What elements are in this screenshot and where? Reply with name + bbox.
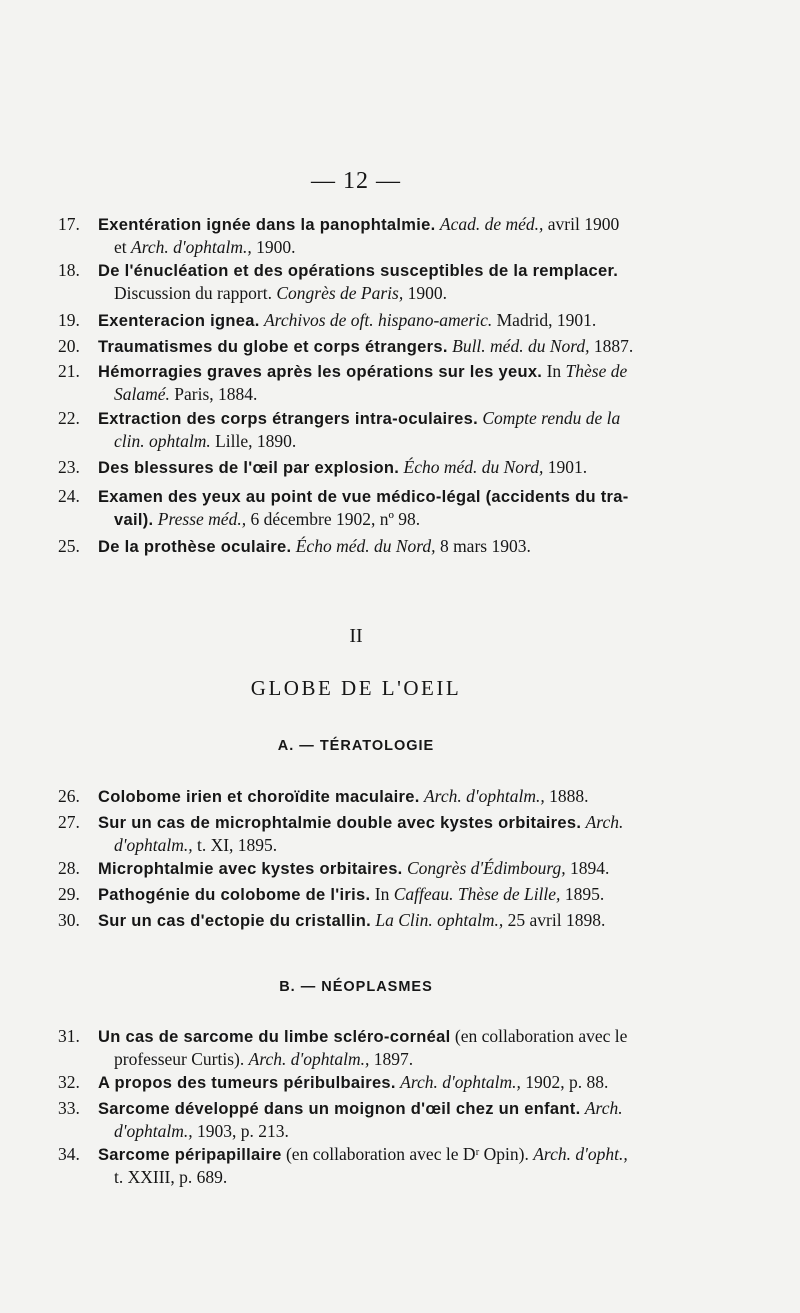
bibliography-entry [58,535,678,558]
bibliography-entry [58,909,678,932]
entry-body [98,811,678,856]
entry-body [98,909,678,932]
entry-number: 28. [58,858,80,878]
entry-body [98,883,678,906]
entry-number: 18. [58,260,80,280]
section-number: II [349,625,363,647]
entry-title: Un cas de sarcome du limbe scléro-cornéal [98,1028,451,1046]
entry-details: (en collaboration avec le Dʳ Opin). [281,1144,534,1164]
entry-body [98,335,678,358]
entry-title: Sur un cas d'ectopie du cristallin. [98,912,371,930]
entry-details: 1900. [403,283,447,303]
entry-number: 17. [58,214,80,234]
bibliography-entry [58,309,678,332]
entry-number: 19. [58,310,80,330]
entry-continuation [114,1120,678,1142]
entry-reference: d'ophtalm., [114,1121,193,1141]
bibliography-entry [58,1097,678,1142]
entry-title: Extraction des corps étrangers intra-oculaires. [98,410,478,428]
bibliography-entry [58,857,678,880]
entry-reference: Bull. méd. du Nord, [452,336,590,356]
entry-details: 1903, p. 213. [192,1121,289,1141]
entry-title: De la prothèse oculaire. [98,538,292,556]
subsection-teratologie: A. — TÉRATOLOGIE [277,738,435,754]
entry-number: 23. [58,457,80,477]
entry-details: 1895. [560,884,605,904]
entry-number: 24. [58,486,80,506]
entry-reference: Écho méd. du Nord, [403,457,544,477]
entry-title: De l'énucléation et des opérations susceptibles de la remplacer. [98,262,619,280]
entry-details: 1897. [369,1049,414,1069]
entry-reference: Arch. [584,1098,623,1118]
bibliography-entry [58,360,678,405]
entry-reference: Caffeau. Thèse de Lille, [393,884,561,904]
entry-title: A propos des tumeurs péribulbaires. [98,1074,396,1092]
entry-body [98,360,678,405]
entry-title: Colobome irien et choroïdite maculaire. [98,788,420,806]
entry-details: 1900. [251,237,296,257]
entry-title: vail). [114,511,154,529]
entry-body [98,535,678,558]
entry-reference: Arch. d'ophtalm., [248,1049,370,1069]
entry-details: t. XI, 1895. [192,835,278,855]
entry-details: avril 1900 [543,214,620,234]
entry-number: 31. [58,1026,80,1046]
entry-title: Exenteracion ignea. [98,312,260,330]
bibliography-entry [58,1071,678,1094]
entry-details: t. XXIII, p. 689. [114,1167,228,1187]
entry-reference: Congrès d'Édimbourg, [406,858,566,878]
entry-details: professeur Curtis). [114,1049,249,1069]
entry-details: 1901. [543,457,588,477]
entry-title: Exentération ignée dans la panophtalmie. [98,216,436,234]
bibliography-entry [58,1143,678,1188]
entry-body [98,1143,678,1188]
entry-number: 21. [58,361,80,381]
entry-reference: Salamé. [114,384,170,404]
entry-details: 1894. [565,858,610,878]
entry-body [98,259,678,304]
entry-number: 22. [58,408,80,428]
bibliography-entry [58,485,678,531]
entry-reference: Archivos de oft. hispano-americ. [263,310,493,330]
entry-title: Examen des yeux au point de vue médico-légal (accidents du tra- [98,488,629,506]
entry-continuation [114,1166,678,1188]
entry-title: Microphtalmie avec kystes orbitaires. [98,860,403,878]
entry-continuation [114,1048,678,1070]
entry-body [98,213,678,258]
entry-details: 25 avril 1898. [503,910,606,930]
entry-reference: Écho méd. du Nord, [295,536,436,556]
entry-title: Des blessures de l'œil par explosion. [98,459,400,477]
bibliography-entry [58,785,678,808]
entry-reference: Congrès de Paris, [276,283,404,303]
bibliography-entry [58,1025,678,1070]
entry-continuation [114,834,678,856]
entry-reference: Arch. d'opht., [533,1144,628,1164]
entry-details: Madrid, 1901. [492,310,597,330]
entry-continuation [114,236,678,258]
entry-body [98,785,678,808]
entry-details: 1887. [589,336,634,356]
entry-number: 20. [58,336,80,356]
entry-reference: d'ophtalm., [114,835,193,855]
entry-reference: Presse méd., [153,509,247,529]
bibliography-entry [58,407,678,452]
entry-reference: Arch. [585,812,624,832]
entry-number: 32. [58,1072,80,1092]
entry-body [98,857,678,880]
entry-details: et [114,237,132,257]
entry-body [98,309,678,332]
entry-title: Sarcome péripapillaire [98,1146,282,1164]
entry-body [98,1097,678,1142]
entry-title: Sarcome développé dans un moignon d'œil chez un enfant. [98,1100,581,1118]
bibliography-entry [58,456,678,479]
entry-continuation [114,383,678,405]
entry-continuation [114,508,678,531]
entry-number: 34. [58,1144,80,1164]
entry-title: Traumatismes du globe et corps étrangers. [98,338,448,356]
bibliography-entry [58,213,678,258]
bibliography-entry [58,811,678,856]
section-title: GLOBE DE L'OEIL [250,676,462,700]
entry-reference: Arch. d'ophtalm., [423,786,545,806]
entry-details: Discussion du rapport. [114,283,277,303]
entry-body [98,407,678,452]
entry-details: Paris, 1884. [169,384,258,404]
entry-details: 6 décembre 1902, nº 98. [246,509,421,529]
entry-number: 29. [58,884,80,904]
entry-title: Hémorragies graves après les opérations sur les yeux. [98,363,543,381]
entry-details: 8 mars 1903. [435,536,531,556]
entry-continuation [114,282,678,304]
entry-reference: La Clin. ophtalm., [375,910,504,930]
page-number: — 12 — [311,168,401,194]
entry-number: 27. [58,812,80,832]
entry-title: Sur un cas de microphtalmie double avec kystes orbitaires. [98,814,582,832]
entry-details: 1902, p. 88. [520,1072,609,1092]
entry-number: 26. [58,786,80,806]
entry-details: 1888. [544,786,589,806]
entry-details: In [370,884,394,904]
entry-body [98,1071,678,1094]
entry-continuation [114,430,678,452]
entry-details: (en collaboration avec le [450,1026,628,1046]
entry-details: In [542,361,566,381]
entry-reference: Arch. d'ophtalm., [131,237,252,257]
subsection-neoplasmes: B. — NÉOPLASMES [279,979,433,995]
bibliography-entry [58,259,678,304]
entry-title: Pathogénie du colobome de l'iris. [98,886,371,904]
entry-reference: Compte rendu de la [482,408,621,428]
entry-number: 33. [58,1098,80,1118]
entry-reference: clin. ophtalm. [114,431,211,451]
entry-number: 30. [58,910,80,930]
entry-details: Lille, 1890. [210,431,297,451]
bibliography-entry [58,335,678,358]
entry-body [98,485,678,531]
entry-reference: Thèse de [565,361,628,381]
bibliography-entry [58,883,678,906]
entry-reference: Arch. d'ophtalm., [400,1072,521,1092]
entry-reference: Acad. de méd., [439,214,544,234]
entry-body [98,1025,678,1070]
entry-number: 25. [58,536,80,556]
entry-body [98,456,678,479]
